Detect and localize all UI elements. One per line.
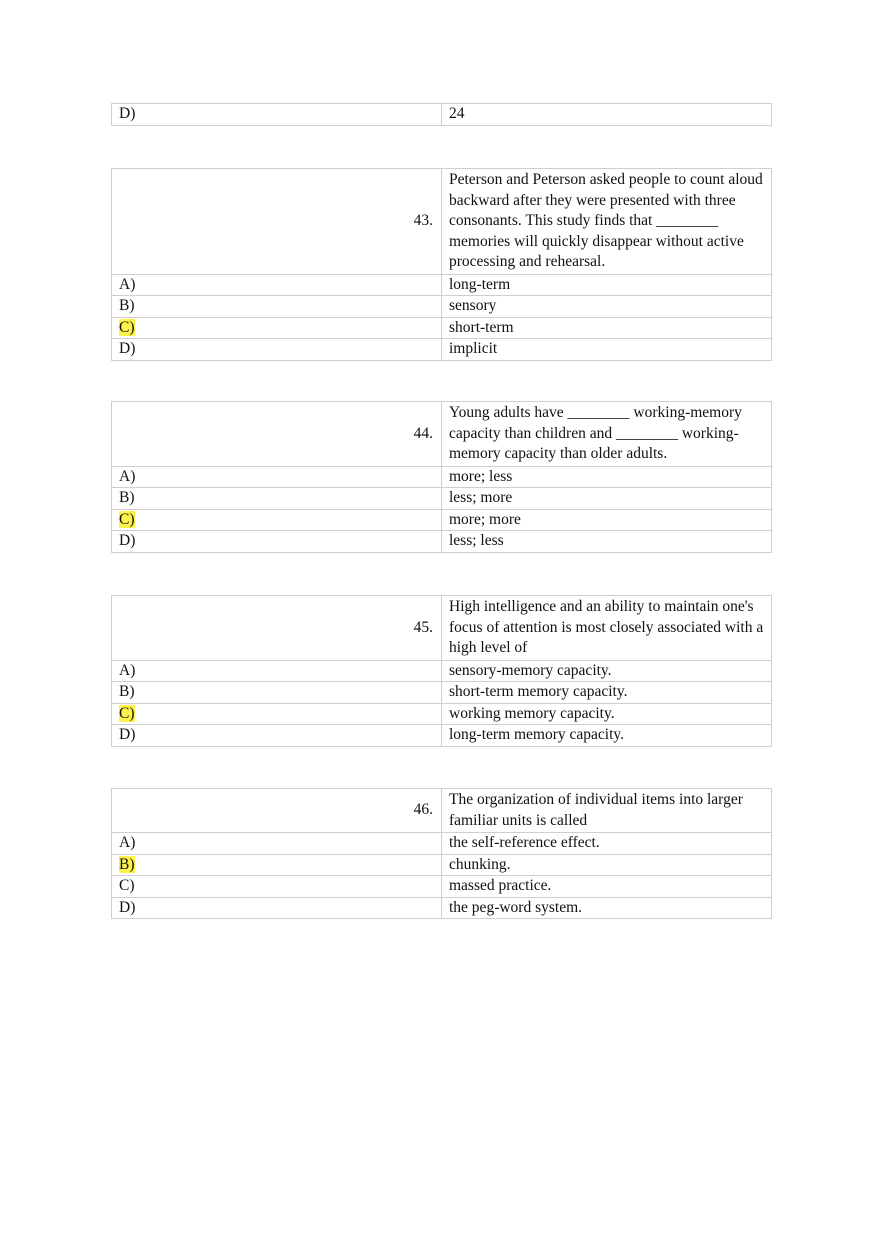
option-text: implicit (442, 339, 772, 361)
option-text: the self-reference effect. (442, 833, 772, 855)
option-letter: B) (119, 489, 135, 506)
option-letter: D) (112, 104, 442, 126)
option-text: long-term (442, 274, 772, 296)
question-stem-row (112, 789, 772, 833)
option-row (112, 897, 772, 919)
highlighted-correct-option-letter: C) (119, 318, 135, 336)
option-text: less; less (442, 531, 772, 553)
option-text: more; less (442, 466, 772, 488)
option-text: working memory capacity. (442, 703, 772, 725)
highlighted-correct-option-letter: C) (119, 704, 135, 722)
option-text: sensory-memory capacity. (442, 660, 772, 682)
question-number: 44. (112, 402, 442, 467)
option-letter: D) (119, 532, 136, 549)
option-letter: A) (119, 834, 136, 851)
option-row (112, 317, 772, 339)
option-letter: C) (119, 877, 135, 894)
option-row (112, 509, 772, 531)
question-stem: Young adults have ________ working-memory capacity than children and ________ working-memory capacity than older adults. (442, 402, 772, 467)
option-row (112, 466, 772, 488)
option-row (112, 274, 772, 296)
option-text: more; more (442, 509, 772, 531)
option-text: short-term memory capacity. (442, 682, 772, 704)
option-text: long-term memory capacity. (442, 725, 772, 747)
option-letter: D) (119, 726, 136, 743)
option-letter: A) (119, 661, 136, 679)
option-text: 24 (442, 104, 772, 126)
question-number: 45. (112, 596, 442, 661)
question-43-table (111, 168, 772, 361)
option-row (112, 682, 772, 704)
option-row (112, 703, 772, 725)
question-46-table (111, 788, 772, 919)
question-number: 46. (112, 789, 442, 833)
option-text: short-term (442, 317, 772, 339)
question-44-table (111, 401, 772, 553)
option-text: massed practice. (442, 876, 772, 898)
option-letter: A) (119, 275, 136, 293)
question-stem-row (112, 596, 772, 661)
option-text: the peg-word system. (442, 897, 772, 919)
option-text: sensory (442, 296, 772, 318)
option-row (112, 488, 772, 510)
option-letter: D) (119, 340, 136, 357)
option-row (112, 660, 772, 682)
option-row (112, 104, 772, 126)
option-row (112, 876, 772, 898)
option-row (112, 833, 772, 855)
question-stem: Peterson and Peterson asked people to count aloud backward after they were presented with three consonants. This study finds that ________ memories will quickly disappear without active processing and rehearsal. (442, 169, 772, 275)
option-row (112, 531, 772, 553)
option-letter: A) (119, 467, 136, 485)
option-row (112, 854, 772, 876)
question-stem-row (112, 169, 772, 275)
question-stem-row (112, 402, 772, 467)
question-number: 43. (112, 169, 442, 275)
question-stem: High intelligence and an ability to maintain one's focus of attention is most closely associated with a high level of (442, 596, 772, 661)
highlighted-correct-option-letter: C) (119, 510, 135, 528)
option-row (112, 339, 772, 361)
option-row (112, 296, 772, 318)
question-45-table (111, 595, 772, 747)
option-letter: B) (119, 683, 135, 700)
option-text: less; more (442, 488, 772, 510)
question-stem: The organization of individual items into larger familiar units is called (442, 789, 772, 833)
option-letter: D) (119, 898, 136, 916)
option-letter: B) (119, 297, 135, 314)
highlighted-correct-option-letter: B) (119, 855, 135, 873)
option-text: chunking. (442, 854, 772, 876)
option-row (112, 725, 772, 747)
question-42-tail-table (111, 103, 772, 126)
